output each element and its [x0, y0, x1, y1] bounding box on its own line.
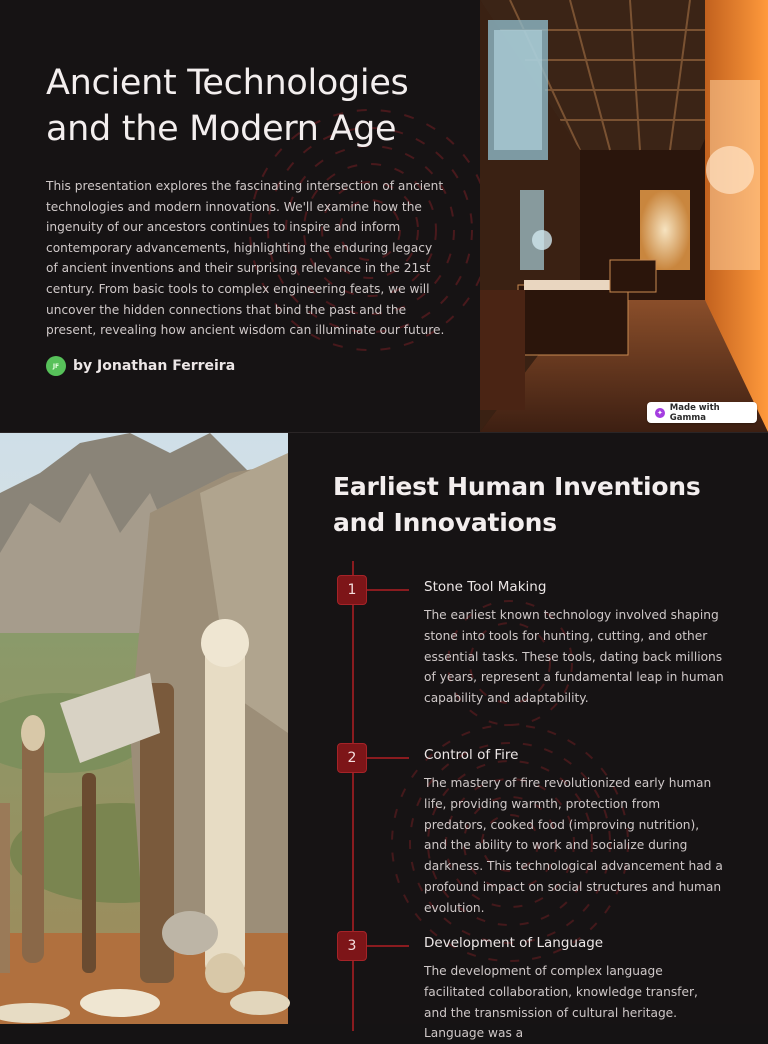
step-description: The development of complex language facilitated collaboration, knowledge transfer, and the transmission of cultural heritage. Language was a [424, 964, 698, 1041]
author-byline [46, 356, 235, 376]
author-name: by Jonathan Ferreira [73, 358, 236, 374]
gamma-logo-icon: ✦ [656, 408, 663, 417]
made-with-gamma-badge[interactable] [647, 402, 757, 423]
title-slide [0, 0, 768, 432]
gamma-badge-label: Made with Gamma [669, 402, 720, 423]
presentation-title: Ancient Technologies and the Modern Age [46, 63, 409, 149]
intro-paragraph: This presentation explores the fascinating intersection of ancient technologies and modern innovations. We'll examine how the ingenuity of our ancestors continues to inspire and inform contemporary advancements, highlighting the enduring legacy of ancient inventions and their surprising relevance in the 21st century. From basic tools to complex engineering feats, we will uncover the hidden connections that bind the past and the present, revealing how ancient wisdom can illuminate our future. [46, 179, 445, 338]
timeline-slide [0, 433, 768, 1041]
museum-hall-image [480, 0, 768, 432]
step-title: Control of Fire [424, 747, 519, 763]
step-connector [367, 589, 409, 591]
step-number-badge: 1 [337, 575, 367, 605]
step-title: Stone Tool Making [424, 579, 547, 595]
step-title: Development of Language [424, 935, 604, 951]
step-description: The earliest known technology involved shaping stone into tools for hunting, cutting, and other essential tasks. These tools, dating back millions of years, represent a fundamental leap in human capability and adaptability. [424, 608, 724, 706]
step-connector [367, 757, 409, 759]
step-description: The mastery of fire revolutionized early human life, providing warmth, protection from predators, cooked food (improving nutrition), and the ability to work and socialize during darkness. This technological advancement had a profound impact on social structures and human evolution. [424, 776, 723, 915]
step-number-badge: 2 [337, 743, 367, 773]
timeline-title: Earliest Human Inventions and Innovations [333, 472, 701, 537]
author-avatar: JF [46, 356, 66, 376]
step-number-badge: 3 [337, 931, 367, 961]
step-connector [367, 945, 409, 947]
prehistoric-tools-image [0, 433, 288, 1024]
